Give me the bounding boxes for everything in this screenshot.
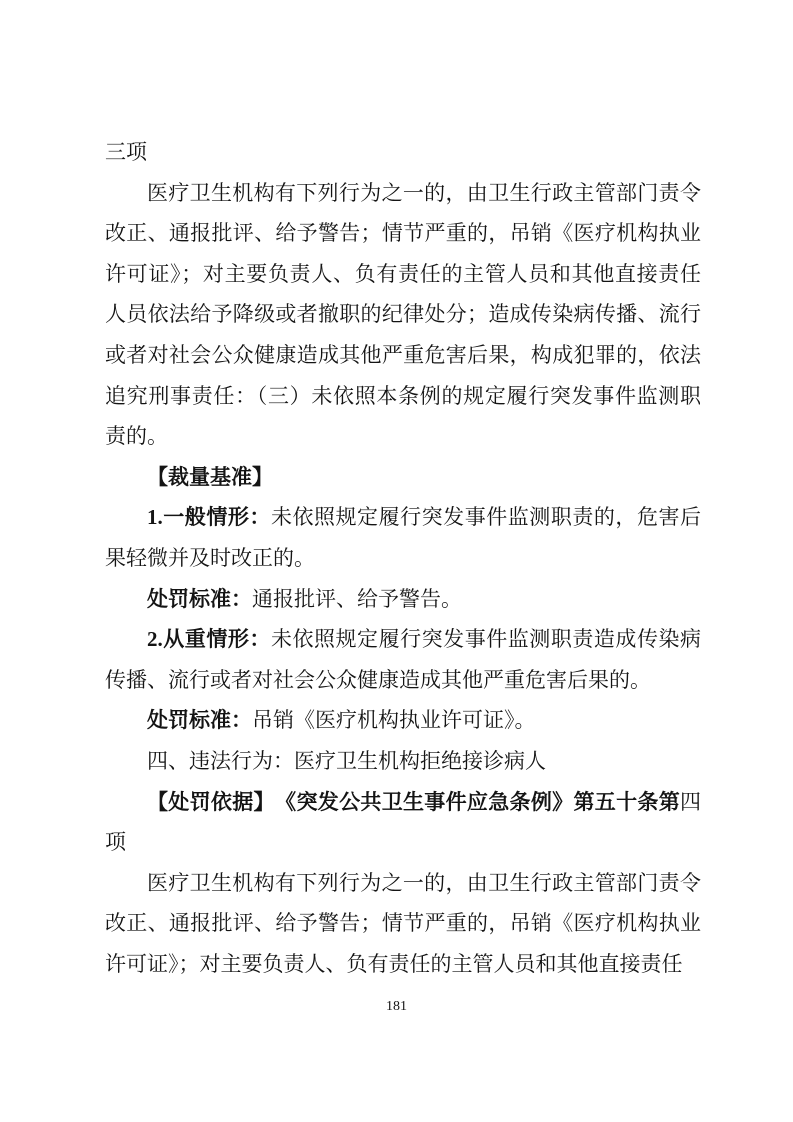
paragraph (105, 741, 701, 782)
text-run-bold: 2.从重情形： (147, 627, 271, 652)
paragraph (105, 619, 701, 700)
text-run-bold: 处罚标准： (147, 708, 252, 733)
page-number: 181 (386, 999, 407, 1014)
text-run: 三项 (105, 140, 147, 164)
paragraph (105, 457, 701, 498)
text-run-bold: 【处罚依据】 《突发公共卫生事件应急条例》第五十条第 (147, 789, 680, 814)
text-run: 未依照规定履行突发事件监测职责的，危害后果轻微并及时改正的。 (105, 505, 702, 570)
text-run: 医疗卫生机构有下列行为之一的，由卫生行政主管部门责令改正、通报批评、给予警告；情节严重的，吊销《医疗机构执业许可证》；对主要负责人、负有责任的主管人员和其他直接责任人员依法给予降级或者撤职的纪律处分；造成传染病传播、流行或者对社会公众健康造成其他严重危害后果，构成犯罪的，依法追究刑事责任：（三）未依照本条例的规定履行突发事件监测职责的。 (105, 180, 701, 449)
text-run: 四、违法行为：医疗卫生机构拒绝接诊病人 (147, 748, 546, 773)
paragraph (105, 863, 701, 985)
text-run: 通报批评、给予警告。 (252, 586, 462, 611)
paragraph (105, 700, 701, 741)
paragraph (105, 579, 701, 620)
text-run-bold: 处罚标准： (147, 586, 252, 611)
document-body (105, 132, 701, 984)
paragraph (105, 132, 701, 173)
text-run: 医疗卫生机构有下列行为之一的，由卫生行政主管部门责令改正、通报批评、给予警告；情节严重的，吊销《医疗机构执业许可证》；对主要负责人、负有责任的主管人员和其他直接责任 (105, 870, 701, 976)
paragraph (105, 497, 701, 578)
text-run: 未依照规定履行突发事件监测职责造成传染病传播、流行或者对社会公众健康造成其他严重危害后果的。 (105, 627, 702, 692)
text-run-bold: 【裁量基准】 (147, 464, 273, 489)
text-run: 四项 (105, 789, 701, 855)
paragraph (105, 782, 701, 863)
paragraph (105, 173, 701, 457)
text-run: 吊销《医疗机构执业许可证》。 (252, 708, 536, 733)
text-run-bold: 1.一般情形： (147, 505, 271, 530)
